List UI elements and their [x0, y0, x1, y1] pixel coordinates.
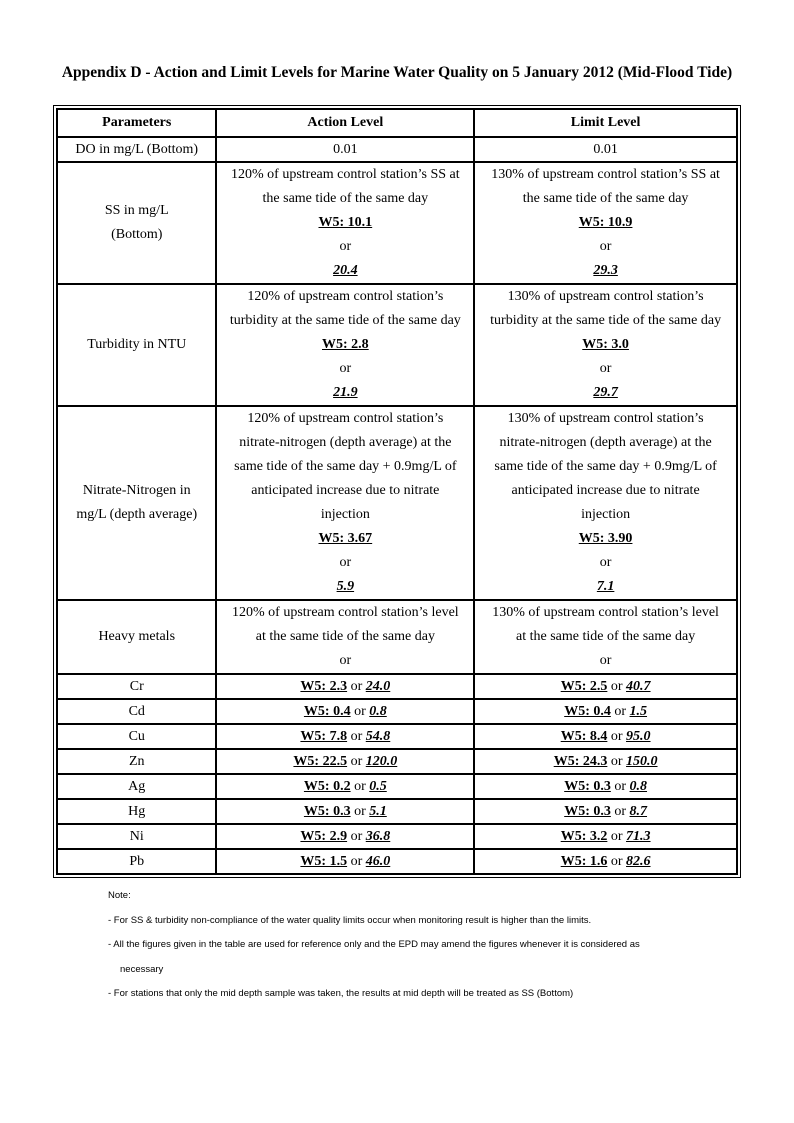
param-nitrate: [57, 406, 216, 600]
metal-alt-value: 95.0: [626, 728, 651, 744]
action-nit-alt: 5.9: [336, 579, 355, 594]
metal-name: Pb: [57, 849, 216, 874]
param-nitrate-line2: mg/L (depth average): [76, 507, 198, 522]
metal-w5-value: W5: 24.3: [553, 753, 608, 769]
metal-action: [216, 824, 474, 849]
action-heavy-metals: [216, 600, 474, 674]
limit-turbidity: [474, 284, 737, 406]
metal-or: or: [614, 703, 627, 719]
metal-w5-value: W5: 1.5: [300, 853, 348, 869]
metal-row: [57, 849, 737, 874]
metal-alt-value: 71.3: [626, 828, 651, 844]
param-ss: [57, 162, 216, 284]
page-title: Appendix D - Action and Limit Levels for Marine Water Quality on 5 January 2012 (Mid-Flood Tide): [61, 64, 733, 81]
metal-limit: [474, 824, 737, 849]
metal-w5-value: W5: 22.5: [293, 753, 348, 769]
limit-turb-or: or: [599, 361, 612, 376]
metal-or: or: [610, 853, 623, 869]
table-header-row: [57, 109, 737, 137]
metal-row: [57, 674, 737, 699]
metal-name: Cd: [57, 699, 216, 724]
metal-limit: [474, 699, 737, 724]
metal-or: or: [354, 803, 366, 819]
metal-alt-value: 120.0: [365, 753, 398, 769]
action-ss-text2: the same tide of the same day: [262, 191, 429, 206]
action-turb-text2: turbidity at the same tide of the same day: [229, 313, 461, 328]
limit-turb-alt: 29.7: [593, 385, 618, 400]
table-row-turbidity: [57, 284, 737, 406]
metal-or: or: [350, 678, 363, 694]
header-action-level: Action Level: [216, 109, 474, 137]
metal-alt-value: 0.5: [369, 778, 387, 794]
table-row-nitrate: [57, 406, 737, 600]
action-turb-w5: W5: 2.8: [322, 337, 369, 352]
metal-name: Hg: [57, 799, 216, 824]
action-hm-text1: 120% of upstream control station’s level: [232, 605, 459, 620]
note-3: - For stations that only the mid depth sample was taken, the results at mid depth will be treated as SS (Bottom): [108, 988, 574, 999]
action-turb-text1: 120% of upstream control station’s: [247, 289, 444, 304]
metal-alt-value: 54.8: [365, 728, 391, 744]
metal-w5-value: W5: 0.4: [564, 703, 611, 719]
note-2-cont: necessary: [120, 963, 164, 975]
param-do: DO in mg/L (Bottom): [57, 137, 216, 162]
limit-nit-text1: 130% of upstream control station’s: [507, 411, 704, 426]
metal-action: [216, 749, 474, 774]
metal-w5-value: W5: 0.3: [564, 778, 611, 794]
action-ss: [216, 162, 474, 284]
metal-name: Cu: [57, 724, 216, 749]
water-quality-table: [56, 108, 738, 875]
limit-heavy-metals: [474, 600, 737, 674]
metal-or: or: [354, 778, 366, 794]
table-row-ss: [57, 162, 737, 284]
metal-row: [57, 799, 737, 824]
metal-w5-value: W5: 8.4: [560, 728, 608, 744]
metal-row: [57, 749, 737, 774]
action-do: 0.01: [216, 137, 474, 162]
limit-ss-text2: the same tide of the same day: [522, 191, 689, 206]
metal-alt-value: 40.7: [626, 678, 651, 694]
metal-w5-value: W5: 1.6: [560, 853, 608, 869]
metal-limit: [474, 849, 737, 874]
action-nitrate: [216, 406, 474, 600]
metal-alt-value: 0.8: [369, 703, 387, 719]
action-nit-text5: injection: [320, 507, 370, 522]
limit-nitrate: [474, 406, 737, 600]
limit-ss-w5: W5: 10.9: [578, 215, 633, 230]
metal-alt-value: 1.5: [629, 703, 648, 719]
action-turb-or: or: [339, 361, 352, 376]
limit-do: 0.01: [474, 137, 737, 162]
metal-limit: [474, 799, 737, 824]
metal-or: or: [350, 728, 363, 744]
limit-nit-text5: injection: [581, 507, 631, 522]
limit-ss: [474, 162, 737, 284]
metal-action: [216, 674, 474, 699]
metal-alt-value: 8.7: [629, 803, 648, 819]
limit-ss-text1: 130% of upstream control station’s SS at: [491, 167, 720, 182]
limit-hm-text1: 130% of upstream control station’s level: [492, 605, 719, 620]
metal-name: Ni: [57, 824, 216, 849]
metal-or: or: [350, 853, 363, 869]
metal-name: Zn: [57, 749, 216, 774]
param-heavy-metals: Heavy metals: [57, 600, 216, 674]
metal-alt-value: 5.1: [369, 803, 387, 819]
note-1: - For SS & turbidity non-compliance of the water quality limits occur when monitoring result is higher than the limits.: [108, 914, 592, 926]
param-ss-line1: SS in mg/L: [104, 203, 169, 218]
table-row-heavy-metals: [57, 600, 737, 674]
metal-alt-value: 82.6: [626, 853, 651, 869]
limit-nit-text3: same tide of the same day + 0.9mg/L of: [494, 459, 717, 474]
metal-w5-value: W5: 0.3: [303, 803, 351, 819]
limit-nit-alt: 7.1: [596, 579, 615, 594]
metal-or: or: [614, 803, 627, 819]
note-label: Note:: [108, 890, 131, 901]
metal-w5-value: W5: 0.3: [564, 803, 611, 819]
metal-or: or: [350, 828, 363, 844]
header-limit-level: Limit Level: [474, 109, 737, 137]
metal-action: [216, 699, 474, 724]
limit-turb-w5: W5: 3.0: [582, 337, 629, 352]
metal-action: [216, 799, 474, 824]
action-hm-or: or: [339, 653, 352, 668]
metal-or: or: [610, 753, 623, 769]
action-turb-alt: 21.9: [333, 385, 358, 400]
param-nitrate-line1: Nitrate-Nitrogen in: [82, 483, 191, 498]
table-row-do: [57, 137, 737, 162]
metal-w5-value: W5: 2.9: [300, 828, 348, 844]
action-nit-text1: 120% of upstream control station’s: [247, 411, 444, 426]
metal-row: [57, 824, 737, 849]
action-ss-text1: 120% of upstream control station’s SS at: [231, 167, 460, 182]
metal-action: [216, 849, 474, 874]
limit-turb-text1: 130% of upstream control station’s: [507, 289, 704, 304]
metal-or: or: [610, 728, 623, 744]
action-nit-or: or: [339, 555, 352, 570]
metal-row: [57, 774, 737, 799]
metal-action: [216, 774, 474, 799]
metal-alt-value: 0.8: [629, 778, 648, 794]
metal-row: [57, 724, 737, 749]
action-nit-w5: W5: 3.67: [318, 531, 373, 546]
param-ss-line2: (Bottom): [111, 227, 163, 242]
metal-or: or: [350, 753, 363, 769]
metal-alt-value: 150.0: [626, 753, 658, 769]
limit-hm-or: or: [599, 653, 612, 668]
limit-hm-text2: at the same tide of the same day: [516, 629, 696, 644]
action-nit-text2: nitrate-nitrogen (depth average) at the: [239, 435, 452, 450]
metal-or: or: [610, 828, 623, 844]
action-ss-or: or: [339, 239, 352, 254]
metal-w5-value: W5: 2.3: [300, 678, 348, 694]
metal-alt-value: 24.0: [365, 678, 391, 694]
metal-action: [216, 724, 474, 749]
metal-name: Ag: [57, 774, 216, 799]
action-ss-w5: W5: 10.1: [318, 215, 373, 230]
metal-w5-value: W5: 7.8: [300, 728, 348, 744]
limit-ss-alt: 29.3: [593, 263, 618, 278]
metal-alt-value: 46.0: [365, 853, 391, 869]
notes: [108, 884, 640, 1007]
metal-or: or: [610, 678, 623, 694]
action-hm-text2: at the same tide of the same day: [255, 629, 435, 644]
action-turbidity: [216, 284, 474, 406]
metal-w5-value: W5: 3.2: [560, 828, 608, 844]
metal-name: Cr: [57, 674, 216, 699]
metal-or: or: [614, 778, 627, 794]
metal-limit: [474, 724, 737, 749]
param-turbidity: Turbidity in NTU: [57, 284, 216, 406]
limit-turb-text2: turbidity at the same tide of the same day: [490, 313, 722, 328]
metal-limit: [474, 674, 737, 699]
limit-nit-or: or: [599, 555, 612, 570]
metal-w5-value: W5: 0.2: [303, 778, 351, 794]
header-parameters: Parameters: [57, 109, 216, 137]
limit-nit-w5: W5: 3.90: [578, 531, 633, 546]
metal-w5-value: W5: 0.4: [303, 703, 351, 719]
limit-ss-or: or: [599, 239, 612, 254]
action-ss-alt: 20.4: [333, 263, 358, 278]
action-nit-text4: anticipated increase due to nitrate: [251, 483, 440, 498]
limit-nit-text4: anticipated increase due to nitrate: [511, 483, 700, 498]
action-nit-text3: same tide of the same day + 0.9mg/L of: [234, 459, 457, 474]
metal-limit: [474, 749, 737, 774]
metal-row: [57, 699, 737, 724]
metal-alt-value: 36.8: [365, 828, 391, 844]
limit-nit-text2: nitrate-nitrogen (depth average) at the: [499, 435, 712, 450]
metal-w5-value: W5: 2.5: [560, 678, 608, 694]
metal-or: or: [354, 703, 366, 719]
metal-limit: [474, 774, 737, 799]
note-2: - All the figures given in the table are used for reference only and the EPD may amend the figures whenever it is considered as: [108, 939, 640, 950]
